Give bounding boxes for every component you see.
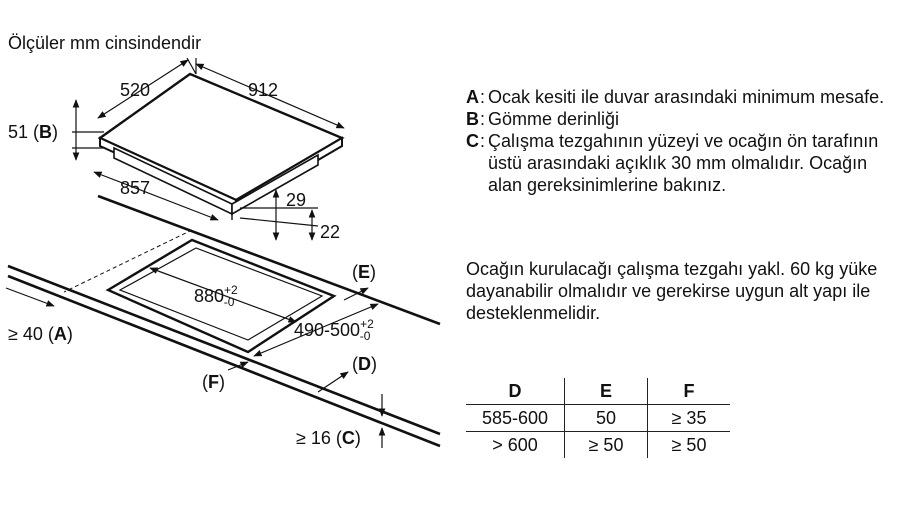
width-857-label: 857 <box>120 178 151 198</box>
table-header: F <box>648 378 731 405</box>
dimension-table <box>466 378 730 458</box>
legend-key: C <box>466 131 479 151</box>
height-22-label: 22 <box>320 222 341 242</box>
table-cell: ≥ 50 <box>565 432 648 459</box>
legend-text: Gömme derinliği <box>488 109 620 129</box>
table-row <box>466 432 730 459</box>
legend-text: Ocak kesiti ile duvar arasındaki minimum mesafe. <box>488 87 885 107</box>
width-912-label: 912 <box>248 80 279 100</box>
cutout-490-label: $490-500^{+2}$ -0 <box>294 317 374 343</box>
height-29-label: 29 <box>286 190 307 210</box>
legend-key: A <box>466 87 479 107</box>
table-cell: 585-600 <box>481 407 549 428</box>
worktop-drawing <box>8 196 440 446</box>
wall-gap-label: ≥ 40 (A) <box>8 324 73 344</box>
front-gap-label: ≥ 16 (C) <box>296 428 361 448</box>
table-cell: ≥ 50 <box>648 432 731 459</box>
legend-key: B <box>466 109 479 129</box>
table-header-row <box>466 378 730 405</box>
table-header: E <box>565 378 648 405</box>
table-header: D <box>508 380 522 401</box>
dimensions-unit-note: Ölçüler mm cinsindendir <box>8 33 202 53</box>
legend-item-b: B : Gömme derinliği <box>466 108 886 130</box>
table-cell: 50 <box>565 405 648 432</box>
legend-item-c: C : Çalışma tezgahının yüzeyi ve ocağın ön tarafının üstü arasındaki açıklık 30 mm olmalıdır. Ocağın alan gereksinimlerine bakınız. <box>466 130 886 196</box>
table-cell: ≥ 35 <box>648 405 731 432</box>
f-label: (F) <box>202 372 225 392</box>
legend-item-a: A : Ocak kesiti ile duvar arasındaki minimum mesafe. <box>466 87 885 107</box>
table-cell: > 600 <box>466 432 565 459</box>
depth-51-label: 51 (B) <box>8 122 59 142</box>
load-note: Ocağın kurulacağı çalışma tezgahı yakl. 60 kg yüke dayanabilir olmalıdır ve gerekirse uygun alt yapı ile desteklenmelidir. <box>466 259 878 323</box>
legend <box>466 86 886 196</box>
d-label: (D) <box>352 354 377 374</box>
table-row <box>466 405 730 432</box>
legend-text: Çalışma tezgahının yüzeyi ve ocağın ön tarafının üstü arasındaki açıklık 30 mm olmalıdır. Ocağın alan gereksinimlerine bakınız. <box>488 131 879 195</box>
cutout-880-label: $880^{+2}$ -0 <box>194 283 238 309</box>
e-label: (E) <box>352 262 377 282</box>
width-520-label: 520 <box>120 80 151 100</box>
